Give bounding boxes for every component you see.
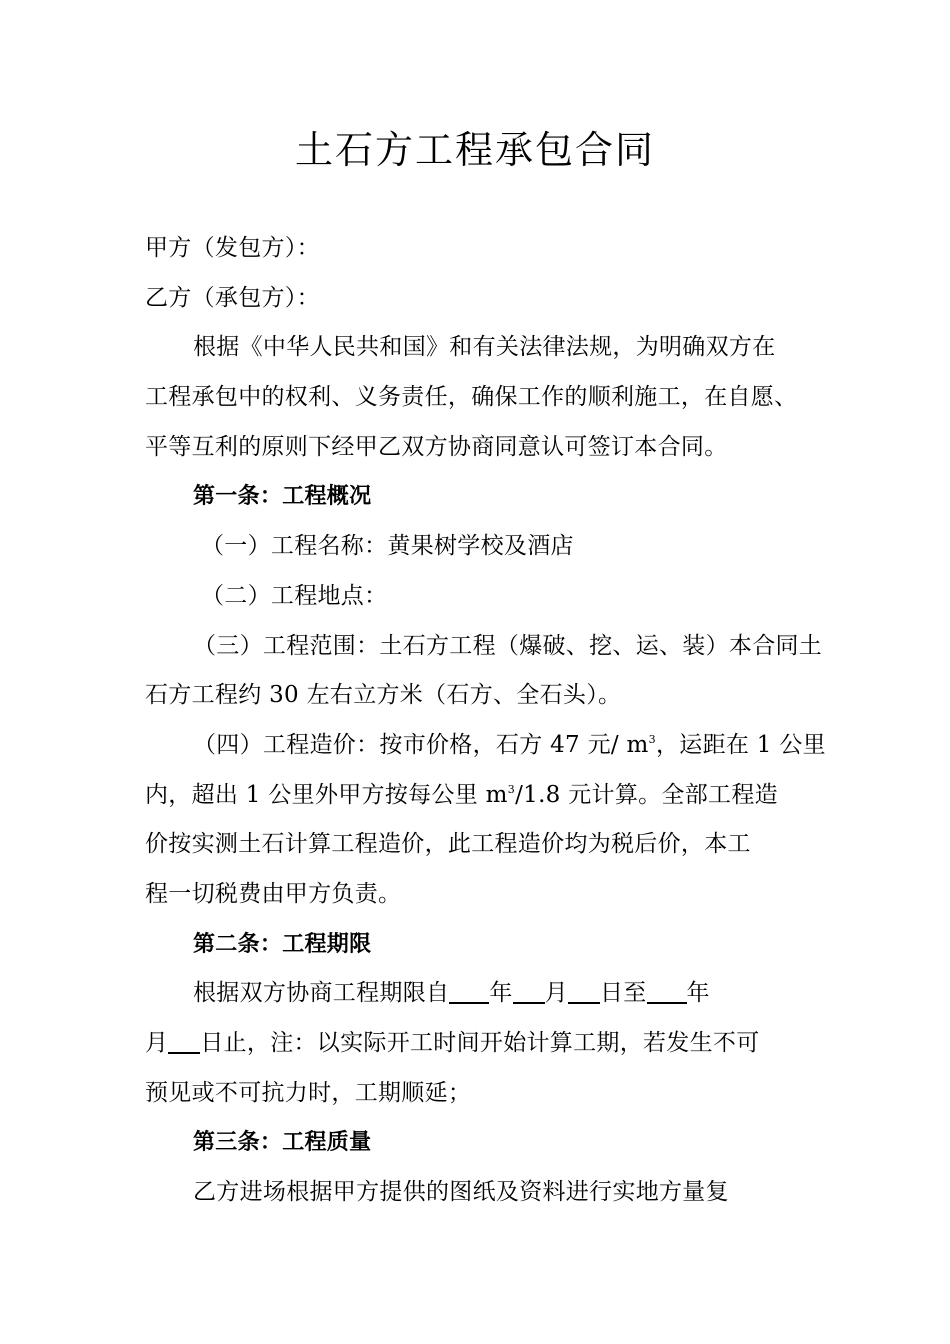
project-scope-line-1: （三）工程范围：土石方工程（爆破、挖、运、装）本合同土 [193,632,823,659]
project-cost-line-1 [145,721,826,771]
year-label: 年 [489,980,513,1007]
cubic-superscript-2: 3 [507,782,516,796]
start-day-blank[interactable] [568,976,600,1004]
period-line-2 [145,1019,811,1069]
intro-line-3: 平等互利的原则下经甲乙双方协商同意认可签订本合同。 [145,433,728,460]
period-line-3: 预见或不可抗力时，工期顺延； [145,1079,472,1106]
party-b-line: 乙方（承包方）： [145,284,320,311]
project-cost-line-4: 程一切税费由甲方负责。 [145,880,402,907]
project-name-line: （一）工程名称：黄果树学校及酒店 [201,533,574,560]
intro-line-2: 工程承包中的权利、义务责任，确保工作的顺利施工，在自愿、 [145,384,798,411]
end-day-blank[interactable] [168,1026,200,1054]
cubic-superscript-1: 3 [648,732,656,746]
project-cost-line-2 [145,771,811,821]
day-to-label: 日至 [599,980,647,1007]
month-label: 月 [544,980,568,1007]
article-1-heading: 第一条：工程概况 [193,484,372,510]
project-scope-line-2: 石方工程约 30 左右立方米（石方、全石头）。 [145,682,622,709]
start-month-blank[interactable] [513,976,545,1004]
article-3-heading: 第三条：工程质量 [193,1130,372,1156]
article-2-heading: 第二条：工程期限 [193,931,372,957]
end-year-blank[interactable] [647,976,687,1004]
end-month-label: 月 [145,1030,169,1056]
period-line-1 [145,969,811,1019]
quality-line-1: 乙方进场根据甲方提供的图纸及资料进行实地方量复 [193,1179,729,1206]
cost-text-2a: 内，超出 1 公里外甲方按每公里 m [145,781,508,808]
cost-text-1b: ，运距在 1 公里 [655,731,826,758]
cost-text-2b: /1.8 元计算。全部工程造 [515,781,778,808]
page-title: 土石方工程承包合同 [294,128,655,172]
project-cost-line-3: 价按实测土石计算工程造价，此工程造价均为税后价，本工 [145,831,751,858]
period-prefix: 根据双方协商工程期限自 [193,980,450,1007]
cost-text-1a: （四）工程造价：按市价格，石方 47 元/ m [193,731,649,758]
end-year-label: 年 [686,980,710,1007]
start-year-blank[interactable] [449,976,489,1004]
party-a-line: 甲方（发包方）： [145,235,320,261]
intro-line-1: 根据《中华人民共和国》和有关法律法规，为明确双方在 [193,334,776,361]
period-note: 日止，注：以实际开工时间开始计算工期，若发生不可 [200,1030,760,1056]
project-location-line: （二）工程地点： [201,582,388,609]
contract-body [145,224,826,1218]
